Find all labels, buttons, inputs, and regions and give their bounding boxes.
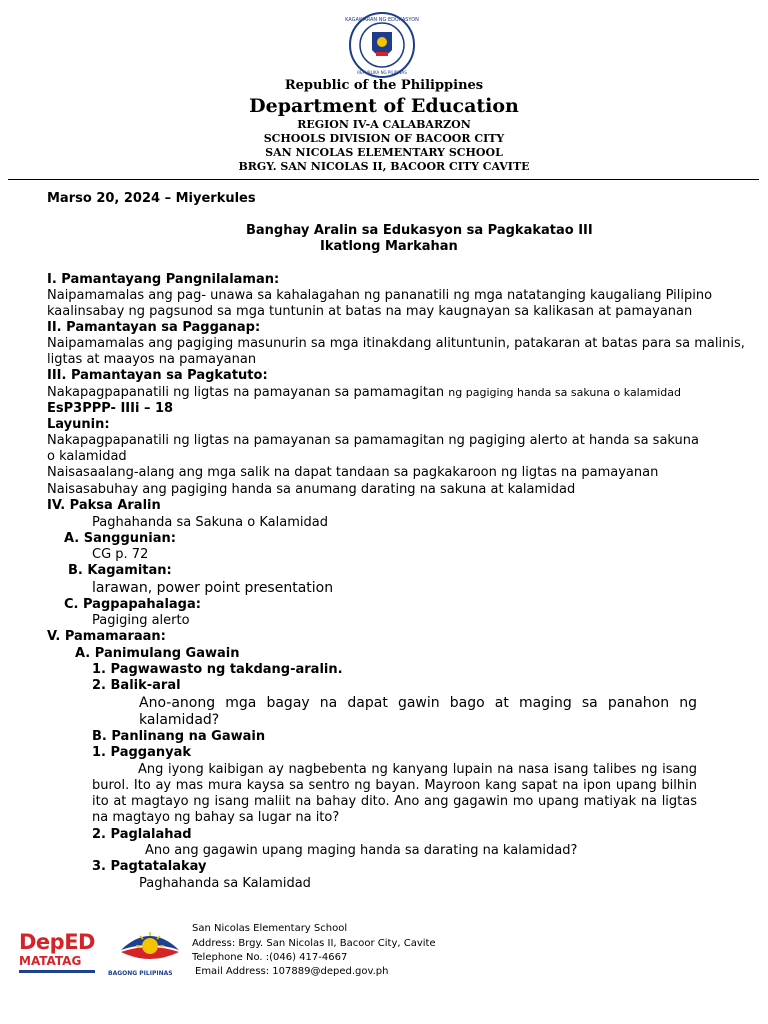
pagtatalakay-text: Paghahanda sa Kalamidad bbox=[139, 876, 311, 891]
layunin-item-3: Naisasabuhay ang pagiging handa sa anumang darating na sakuna at kalamidad bbox=[47, 482, 576, 497]
section-2-heading: II. Pamantayan sa Pagganap: bbox=[47, 320, 261, 335]
bagong-pilipinas-logo bbox=[113, 926, 187, 972]
balik-aral-heading: 2. Balik-aral bbox=[92, 678, 181, 693]
kagamitan-value: larawan, power point presentation bbox=[92, 580, 334, 596]
pagtatalakay-heading: 3. Pagtatalakay bbox=[92, 859, 207, 874]
deped-matatag-logo bbox=[19, 930, 97, 973]
section-3-line-b: ng pagiging handa sa sakuna o kalamidad bbox=[448, 386, 681, 399]
section-3-line-a: Nakapagpapanatili ng ligtas na pamayanan sa pamamagitan bbox=[47, 385, 449, 400]
section-3-heading: III. Pamantayan sa Pagkatuto: bbox=[47, 368, 268, 383]
bagong-pilipinas-text: BAGONG PILIPINAS bbox=[108, 970, 173, 977]
panlinang-heading: B. Panlinang na Gawain bbox=[92, 729, 266, 744]
region-line: REGION IV-A CALABARZON bbox=[297, 118, 471, 131]
section-4-topic: Paghahanda sa Sakuna o Kalamidad bbox=[92, 515, 328, 530]
deped-seal-logo bbox=[340, 12, 424, 78]
school-line: SAN NICOLAS ELEMENTARY SCHOOL bbox=[265, 146, 503, 159]
panimulang-gawain-heading: A. Panimulang Gawain bbox=[75, 646, 240, 661]
department-title: Department of Education bbox=[249, 95, 519, 117]
sanggunian-heading: A. Sanggunian: bbox=[64, 531, 176, 546]
balik-aral-text: Ano-anong mga bagay na dapat gawin bago at maging sa panahon ng kalamidad? bbox=[139, 695, 697, 728]
pagwawasto-heading: 1. Pagwawasto ng takdang-aralin. bbox=[92, 662, 343, 677]
lesson-date: Marso 20, 2024 – Miyerkules bbox=[47, 191, 256, 206]
footer-email: Email Address: 107889@deped.gov.ph bbox=[195, 966, 389, 977]
layunin-item-1: Nakapagpapanatili ng ligtas na pamayanan sa pamamagitan ng pagiging alerto at handa sa sakuna o kalamidad bbox=[47, 433, 699, 464]
section-3-line bbox=[47, 385, 681, 401]
footer-phone: Telephone No. :(046) 417-4667 bbox=[192, 952, 348, 963]
svg-text:KAGAWARAN NG EDUKASYON: KAGAWARAN NG EDUKASYON bbox=[345, 17, 419, 23]
pagganyak-heading: 1. Pagganyak bbox=[92, 745, 191, 760]
section-1-heading: I. Pamantayang Pangnilalaman: bbox=[47, 272, 280, 287]
republic-line: Republic of the Philippines bbox=[284, 78, 484, 93]
paglalahad-text: Ano ang gagawin upang maging handa sa darating na kalamidad? bbox=[145, 843, 578, 858]
section-2-line-1: Naipamamalas ang pagiging masunurin sa mga itinakdang alituntunin, patakaran at batas para sa malinis, bbox=[47, 336, 745, 351]
section-2-line-2: ligtas at maayos na pamayanan bbox=[47, 352, 257, 367]
paglalahad-heading: 2. Paglalahad bbox=[92, 827, 192, 842]
pagpapahalaga-value: Pagiging alerto bbox=[92, 613, 190, 628]
sanggunian-value: CG p. 72 bbox=[92, 547, 149, 562]
division-line: SCHOOLS DIVISION OF BACOOR CITY bbox=[263, 132, 505, 145]
pagpapahalaga-heading: C. Pagpapahalaga: bbox=[64, 597, 201, 612]
svg-text:REPUBLIKA NG PILIPINAS: REPUBLIKA NG PILIPINAS bbox=[357, 70, 407, 75]
layunin-heading: Layunin: bbox=[47, 417, 110, 432]
competency-code: EsP3PPP- IIIi – 18 bbox=[47, 401, 174, 416]
section-5-heading: V. Pamamaraan: bbox=[47, 629, 166, 644]
pagganyak-text: Ang iyong kaibigan ay nagbebenta ng kanyang lupain na nasa isang talibes ng isang burol. Ito ay mas mura kaysa sa sentro ng bayan. Mayroon kang sapat na ipon upang bilhin ito at magtayo ng isang maliit na bahay dito. Ano ang gagawin mo upang matiyak na ligtas na magtayo ng bahay sa lugar na ito? bbox=[92, 762, 697, 825]
section-1-line-2: kaalinsabay ng pagsunod sa mga tuntunin at batas na may kaugnayan sa kalikasan at pamayanan bbox=[47, 304, 693, 319]
section-1-line-1: Naipamamalas ang pag- unawa sa kahalagahan ng pananatili ng mga natatanging kaugaliang Pilipino bbox=[47, 288, 713, 303]
deped-wordmark: DepED bbox=[19, 930, 95, 954]
kagamitan-heading: B. Kagamitan: bbox=[68, 563, 172, 578]
footer-address: Address: Brgy. San Nicolas II, Bacoor City, Cavite bbox=[192, 938, 436, 949]
address-line: BRGY. SAN NICOLAS II, BACOOR CITY CAVITE bbox=[238, 160, 530, 173]
footer-school: San Nicolas Elementary School bbox=[192, 923, 348, 934]
section-4-heading: IV. Paksa Aralin bbox=[47, 498, 161, 513]
matatag-underline bbox=[19, 970, 95, 973]
header-divider bbox=[8, 179, 759, 180]
matatag-wordmark: MATATAG bbox=[19, 954, 82, 968]
lesson-title: Banghay Aralin sa Edukasyon sa Pagkakatao III bbox=[246, 223, 593, 238]
lesson-quarter: Ikatlong Markahan bbox=[320, 239, 458, 254]
layunin-item-2: Naisasaalang-alang ang mga salik na dapat tandaan sa pagkakaroon ng ligtas na pamayanan bbox=[47, 465, 659, 480]
